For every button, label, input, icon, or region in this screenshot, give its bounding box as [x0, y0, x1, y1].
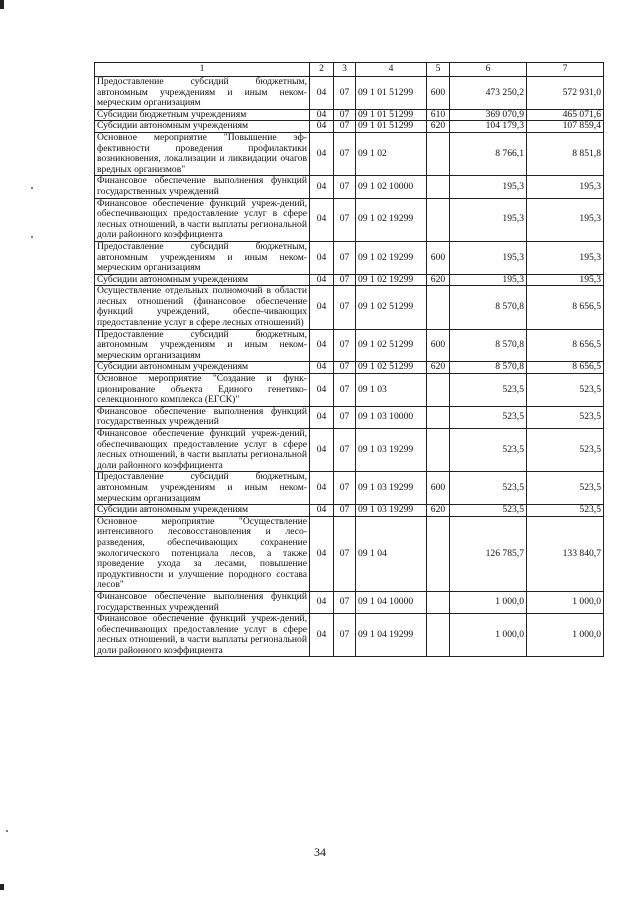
row-target-code-cell: 09 1 01 51299	[356, 109, 427, 121]
row-amount-year1-cell: 523,5	[450, 472, 527, 505]
row-expense-type-cell: 600	[427, 329, 450, 362]
row-section-cell: 04	[310, 329, 334, 362]
column-header: 2	[310, 63, 334, 77]
row-subsection-cell: 07	[334, 505, 356, 517]
row-amount-year1-cell: 195,3	[450, 198, 527, 241]
table-row	[95, 198, 604, 241]
row-name-cell: Основное мероприятие "Повышение эф-фективности проведения профилактики возникновения, локализации и ликвидации очагов вредных организмов"	[95, 132, 310, 175]
row-amount-year1-cell: 523,5	[450, 505, 527, 517]
row-subsection-cell: 07	[334, 362, 356, 374]
row-subsection-cell: 07	[334, 132, 356, 175]
row-name-cell: Финансовое обеспечение функций учреж-дений, обеспечивающих предоставление услуг в сфере лесных отношений, в части выплаты региональной доли районного коэффициента	[95, 614, 310, 657]
row-expense-type-cell: 620	[427, 362, 450, 374]
row-target-code-cell: 09 1 02 51299	[356, 286, 427, 329]
row-target-code-cell: 09 1 03 19299	[356, 472, 427, 505]
row-amount-year1-cell: 8 570,8	[450, 362, 527, 374]
row-target-code-cell: 09 1 02 10000	[356, 176, 427, 198]
row-amount-year2-cell: 572 931,0	[527, 77, 604, 110]
row-name-cell: Субсидии автономным учреждениям	[95, 274, 310, 286]
row-expense-type-cell: 600	[427, 472, 450, 505]
row-amount-year1-cell: 523,5	[450, 374, 527, 407]
row-amount-year1-cell: 473 250,2	[450, 77, 527, 110]
row-amount-year1-cell: 523,5	[450, 429, 527, 472]
row-section-cell: 04	[310, 362, 334, 374]
table-row	[95, 176, 604, 198]
table-row	[95, 241, 604, 274]
row-target-code-cell: 09 1 02 19299	[356, 241, 427, 274]
row-expense-type-cell: 620	[427, 505, 450, 517]
row-target-code-cell: 09 1 02 51299	[356, 362, 427, 374]
row-name-cell: Финансовое обеспечение выполнения функций государственных учреждений	[95, 406, 310, 428]
row-target-code-cell: 09 1 04 10000	[356, 591, 427, 613]
row-expense-type-cell	[427, 132, 450, 175]
row-name-cell: Предоставление субсидий бюджетным, автономным учреждениям и иным неком-мерческим организациям	[95, 77, 310, 110]
row-amount-year2-cell: 195,3	[527, 274, 604, 286]
row-expense-type-cell	[427, 374, 450, 407]
row-amount-year2-cell: 8 656,5	[527, 362, 604, 374]
row-expense-type-cell	[427, 516, 450, 591]
row-name-cell: Предоставление субсидий бюджетным, автономным учреждениям и иным неком-мерческим организациям	[95, 241, 310, 274]
table-row	[95, 109, 604, 121]
row-section-cell: 04	[310, 374, 334, 407]
row-name-cell: Финансовое обеспечение выполнения функций государственных учреждений	[95, 176, 310, 198]
scan-mark-bottom-left	[0, 884, 4, 890]
row-name-cell: Осуществление отдельных полномочий в области лесных отношений (финансовое обеспечение функций учреждений, обеспе-чивающих предоставление услуг в сфере лесных отношений)	[95, 286, 310, 329]
table-row	[95, 614, 604, 657]
row-amount-year1-cell: 523,5	[450, 406, 527, 428]
row-name-cell: Субсидии автономным учреждениям	[95, 505, 310, 517]
column-header: 1	[95, 63, 310, 77]
row-amount-year1-cell: 1 000,0	[450, 614, 527, 657]
row-target-code-cell: 09 1 03	[356, 374, 427, 407]
table-row	[95, 505, 604, 517]
row-expense-type-cell: 610	[427, 109, 450, 121]
row-section-cell: 04	[310, 429, 334, 472]
row-name-cell: Субсидии автономным учреждениям	[95, 121, 310, 133]
row-amount-year2-cell: 523,5	[527, 374, 604, 407]
row-section-cell: 04	[310, 241, 334, 274]
row-amount-year2-cell: 523,5	[527, 406, 604, 428]
row-name-cell: Финансовое обеспечение функций учреж-дений, обеспечивающих предоставление услуг в сфере лесных отношений, в части выплаты региональной доли районного коэффициента	[95, 429, 310, 472]
row-subsection-cell: 07	[334, 329, 356, 362]
row-target-code-cell: 09 1 04	[356, 516, 427, 591]
row-subsection-cell: 07	[334, 429, 356, 472]
column-header: 4	[356, 63, 427, 77]
row-subsection-cell: 07	[334, 614, 356, 657]
row-target-code-cell: 09 1 02 19299	[356, 198, 427, 241]
row-amount-year2-cell: 107 859,4	[527, 121, 604, 133]
table-row	[95, 121, 604, 133]
table-row	[95, 472, 604, 505]
column-header: 5	[427, 63, 450, 77]
row-subsection-cell: 07	[334, 77, 356, 110]
row-subsection-cell: 07	[334, 591, 356, 613]
table-row	[95, 429, 604, 472]
row-amount-year2-cell: 523,5	[527, 505, 604, 517]
row-section-cell: 04	[310, 198, 334, 241]
table-row	[95, 362, 604, 374]
row-amount-year1-cell: 1 000,0	[450, 591, 527, 613]
table-row	[95, 516, 604, 591]
row-expense-type-cell	[427, 406, 450, 428]
row-name-cell: Основное мероприятие "Создание и функ-ционирование объекта Единого генетико-селекционного комплекса (ЕГСК)"	[95, 374, 310, 407]
row-amount-year2-cell: 1 000,0	[527, 614, 604, 657]
row-section-cell: 04	[310, 77, 334, 110]
row-amount-year2-cell: 8 851,8	[527, 132, 604, 175]
row-amount-year1-cell: 104 179,3	[450, 121, 527, 133]
scan-speck	[31, 187, 33, 189]
row-name-cell: Предоставление субсидий бюджетным, автономным учреждениям и иным неком-мерческим организациям	[95, 329, 310, 362]
row-expense-type-cell	[427, 429, 450, 472]
row-subsection-cell: 07	[334, 406, 356, 428]
row-amount-year2-cell: 465 071,6	[527, 109, 604, 121]
row-amount-year1-cell: 195,3	[450, 241, 527, 274]
budget-table	[94, 62, 604, 657]
column-header: 3	[334, 63, 356, 77]
row-subsection-cell: 07	[334, 472, 356, 505]
row-subsection-cell: 07	[334, 176, 356, 198]
row-name-cell: Финансовое обеспечение функций учреж-дений, обеспечивающих предоставление услуг в сфере лесных отношений, в части выплаты региональной доли районного коэффициента	[95, 198, 310, 241]
row-target-code-cell: 09 1 03 19299	[356, 429, 427, 472]
row-section-cell: 04	[310, 286, 334, 329]
row-amount-year1-cell: 8 570,8	[450, 329, 527, 362]
row-subsection-cell: 07	[334, 286, 356, 329]
row-section-cell: 04	[310, 516, 334, 591]
row-amount-year2-cell: 523,5	[527, 429, 604, 472]
table-row	[95, 329, 604, 362]
row-expense-type-cell	[427, 198, 450, 241]
row-amount-year2-cell: 133 840,7	[527, 516, 604, 591]
row-expense-type-cell	[427, 591, 450, 613]
row-subsection-cell: 07	[334, 109, 356, 121]
column-header: 7	[527, 63, 604, 77]
row-amount-year2-cell: 195,3	[527, 198, 604, 241]
table-row	[95, 374, 604, 407]
row-target-code-cell: 09 1 02 51299	[356, 329, 427, 362]
row-target-code-cell: 09 1 04 19299	[356, 614, 427, 657]
scan-speck	[6, 830, 8, 832]
row-section-cell: 04	[310, 121, 334, 133]
row-amount-year1-cell: 369 070,9	[450, 109, 527, 121]
row-section-cell: 04	[310, 591, 334, 613]
row-amount-year1-cell: 195,3	[450, 274, 527, 286]
table-row	[95, 132, 604, 175]
row-section-cell: 04	[310, 406, 334, 428]
table-row	[95, 591, 604, 613]
row-amount-year2-cell: 523,5	[527, 472, 604, 505]
row-subsection-cell: 07	[334, 274, 356, 286]
row-amount-year2-cell: 195,3	[527, 241, 604, 274]
scan-speck	[31, 236, 33, 238]
row-expense-type-cell	[427, 176, 450, 198]
row-section-cell: 04	[310, 132, 334, 175]
table-row	[95, 274, 604, 286]
row-section-cell: 04	[310, 176, 334, 198]
row-name-cell: Предоставление субсидий бюджетным, автономным учреждениям и иным неком-мерческим организациям	[95, 472, 310, 505]
row-expense-type-cell: 620	[427, 274, 450, 286]
row-section-cell: 04	[310, 274, 334, 286]
row-name-cell: Финансовое обеспечение выполнения функций государственных учреждений	[95, 591, 310, 613]
row-amount-year1-cell: 8 766,1	[450, 132, 527, 175]
row-name-cell: Основное мероприятие "Осуществление интенсивного лесовосстановления и лесо-разведения, обеспечивающих сохранение экологического потенциала лесов, а также проведение ухода за лесами, повышение продуктивности и улучшение породного состава лесов"	[95, 516, 310, 591]
row-section-cell: 04	[310, 109, 334, 121]
column-header: 6	[450, 63, 527, 77]
row-expense-type-cell: 600	[427, 77, 450, 110]
row-section-cell: 04	[310, 505, 334, 517]
row-amount-year2-cell: 1 000,0	[527, 591, 604, 613]
row-expense-type-cell: 600	[427, 241, 450, 274]
row-target-code-cell: 09 1 01 51299	[356, 77, 427, 110]
row-target-code-cell: 09 1 03 10000	[356, 406, 427, 428]
row-target-code-cell: 09 1 02 19299	[356, 274, 427, 286]
page-number: 34	[314, 845, 326, 859]
row-subsection-cell: 07	[334, 374, 356, 407]
scan-mark-top-left	[0, 0, 4, 9]
row-amount-year2-cell: 8 656,5	[527, 286, 604, 329]
table-row	[95, 77, 604, 110]
row-amount-year2-cell: 195,3	[527, 176, 604, 198]
row-subsection-cell: 07	[334, 516, 356, 591]
table-header-row	[95, 63, 604, 77]
row-amount-year1-cell: 126 785,7	[450, 516, 527, 591]
row-name-cell: Субсидии автономным учреждениям	[95, 362, 310, 374]
row-section-cell: 04	[310, 472, 334, 505]
row-section-cell: 04	[310, 614, 334, 657]
row-target-code-cell: 09 1 02	[356, 132, 427, 175]
row-subsection-cell: 07	[334, 241, 356, 274]
row-amount-year1-cell: 8 570,8	[450, 286, 527, 329]
row-amount-year2-cell: 8 656,5	[527, 329, 604, 362]
table-row	[95, 286, 604, 329]
row-subsection-cell: 07	[334, 121, 356, 133]
row-target-code-cell: 09 1 03 19299	[356, 505, 427, 517]
row-subsection-cell: 07	[334, 198, 356, 241]
row-expense-type-cell: 620	[427, 121, 450, 133]
row-amount-year1-cell: 195,3	[450, 176, 527, 198]
table-row	[95, 406, 604, 428]
row-expense-type-cell	[427, 286, 450, 329]
row-target-code-cell: 09 1 01 51299	[356, 121, 427, 133]
row-expense-type-cell	[427, 614, 450, 657]
row-name-cell: Субсидии бюджетным учреждениям	[95, 109, 310, 121]
